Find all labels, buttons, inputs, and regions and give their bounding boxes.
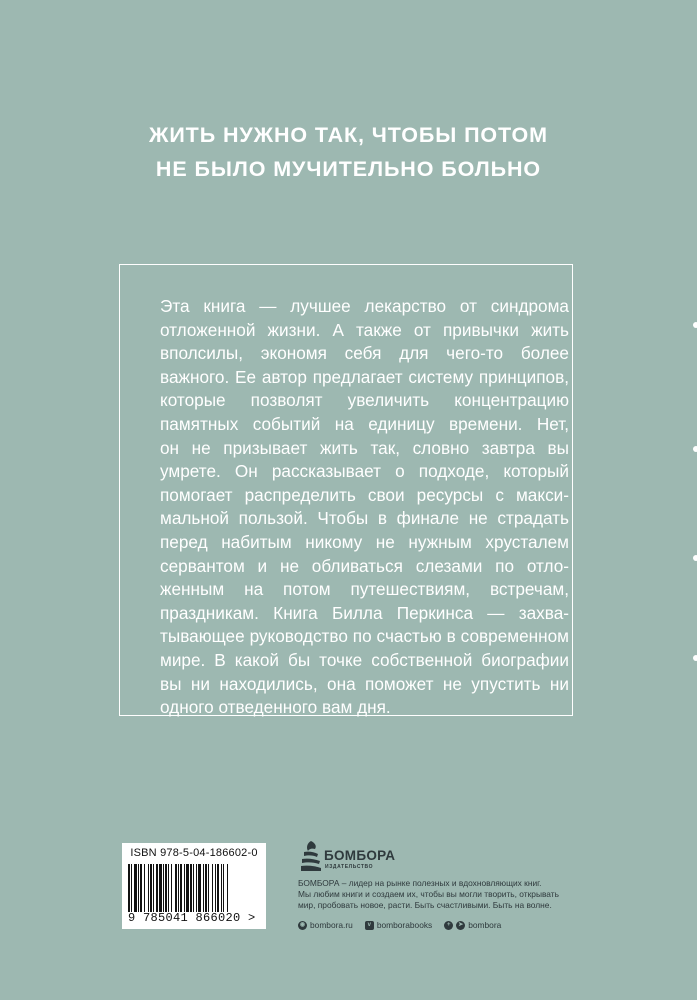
- bombora-logo-icon: [300, 840, 322, 872]
- edge-mark: [693, 446, 697, 452]
- barcode-bar: [153, 864, 154, 914]
- tagline-line: БОМБОРА – лидер на рынке полезных и вдохновляющих книг.: [298, 878, 542, 888]
- barcode-bar: [212, 864, 213, 914]
- description-line: мире. В какой бы точке собственной биографии: [160, 649, 569, 670]
- plus-icon: +: [444, 921, 453, 930]
- publisher-tagline: [298, 878, 558, 912]
- publisher-logo-subtitle: ИЗДАТЕЛЬСТВО: [325, 864, 374, 870]
- social-vk[interactable]: [365, 920, 432, 930]
- headline-line-1: ЖИТЬ НУЖНО ТАК, ЧТОБЫ ПОТОМ: [149, 123, 548, 147]
- description-line: вы ни находились, она поможет не упустить ни: [160, 673, 569, 694]
- barcode-bar: [223, 864, 224, 914]
- barcode-bar: [144, 864, 145, 914]
- barcode-bar: [221, 864, 222, 914]
- telegram-icon: ➤: [458, 921, 464, 928]
- barcode-bar: [203, 864, 204, 914]
- social-links: [298, 920, 513, 930]
- barcode-bar: [208, 864, 209, 914]
- barcode-bar: [140, 864, 142, 914]
- description-line: праздникам. Книга Билла Перкинса — захва-: [160, 602, 569, 623]
- vk-icon: v: [365, 921, 374, 930]
- social-web[interactable]: [298, 920, 353, 930]
- barcode-bar: [165, 864, 167, 914]
- barcode-bar: [156, 864, 158, 914]
- barcode-bar: [198, 864, 201, 914]
- description-text: [160, 295, 569, 720]
- edge-mark: [693, 322, 697, 328]
- social-web-label: bombora.ru: [310, 920, 353, 930]
- description-line: умрете. Он рассказывает о подходе, который: [160, 461, 569, 482]
- description-line: женным на потом путешествиям, встречам,: [160, 579, 569, 600]
- description-line: Эта книга — лучшее лекарство от синдрома: [160, 296, 569, 316]
- barcode-bar: [150, 864, 152, 914]
- barcode-bar: [134, 864, 137, 914]
- social-vk-label: bomborabooks: [376, 920, 433, 930]
- description-line: сервантом и не обливаться слезами по отло-: [160, 555, 569, 576]
- isbn-label: ISBN 978-5-04-186602-0: [130, 847, 258, 859]
- edge-mark: [693, 555, 697, 561]
- description-line: тывающее руководство по счастью в современном: [160, 626, 569, 647]
- barcode-bar: [205, 864, 207, 914]
- barcode-bar: [171, 864, 172, 914]
- tagline-line: Мы любим книги и создаем их, чтобы вы могли творить, открывать: [298, 889, 559, 900]
- barcode-bar: [168, 864, 169, 914]
- description-line: одного отведенного вам дня.: [160, 697, 391, 718]
- edge-mark: [693, 655, 697, 661]
- barcode-bar: [159, 864, 162, 914]
- headline-line-2: НЕ БЫЛО МУЧИТЕЛЬНО БОЛЬНО: [155, 157, 542, 181]
- description-line: мальной пользой. Чтобы в финале не страдать: [160, 508, 569, 529]
- description-line: он не призывает жить так, словно завтра вы: [160, 437, 569, 458]
- publisher-logo: [300, 840, 410, 874]
- barcode: [122, 843, 266, 929]
- description-line: вполсилы, экономя себя для чего-то более: [160, 343, 569, 364]
- social-telegram-label: bombora: [468, 920, 502, 930]
- tagline-line: мир, пробовать новое, расти. Быть счастливыми. Быть на волне.: [298, 900, 552, 911]
- barcode-bar: [217, 864, 219, 914]
- barcode-digits: 9 785041 866020 >: [128, 912, 262, 925]
- barcode-bar: [190, 864, 192, 914]
- description-line: отложенной жизни. А также от привычки жить: [160, 319, 569, 340]
- barcode-bar: [215, 864, 216, 914]
- barcode-bar: [163, 864, 164, 914]
- barcode-bar: [148, 864, 149, 914]
- barcode-bar: [180, 864, 182, 914]
- description-line: помогает распределить свои ресурсы с макси-: [160, 484, 569, 505]
- barcode-bar: [186, 864, 189, 914]
- headline: [0, 118, 697, 186]
- publisher-logo-name: БОМБОРА: [324, 848, 396, 863]
- social-telegram[interactable]: [444, 920, 501, 930]
- description-line: которые позволят увеличить концентрацию: [160, 390, 569, 411]
- description-line: памятных событий на единицу времени. Нет,: [160, 413, 569, 434]
- description-line: важного. Ее автор предлагает систему принципов,: [160, 366, 569, 387]
- barcode-bar: [184, 864, 185, 914]
- barcode-bar: [196, 864, 197, 914]
- description-line: перед набитым никому не нужным хрусталем: [160, 531, 569, 552]
- barcode-bars: [128, 864, 260, 914]
- barcode-bar: [193, 864, 194, 914]
- web-icon: ◉: [299, 921, 306, 928]
- barcode-bar: [138, 864, 139, 914]
